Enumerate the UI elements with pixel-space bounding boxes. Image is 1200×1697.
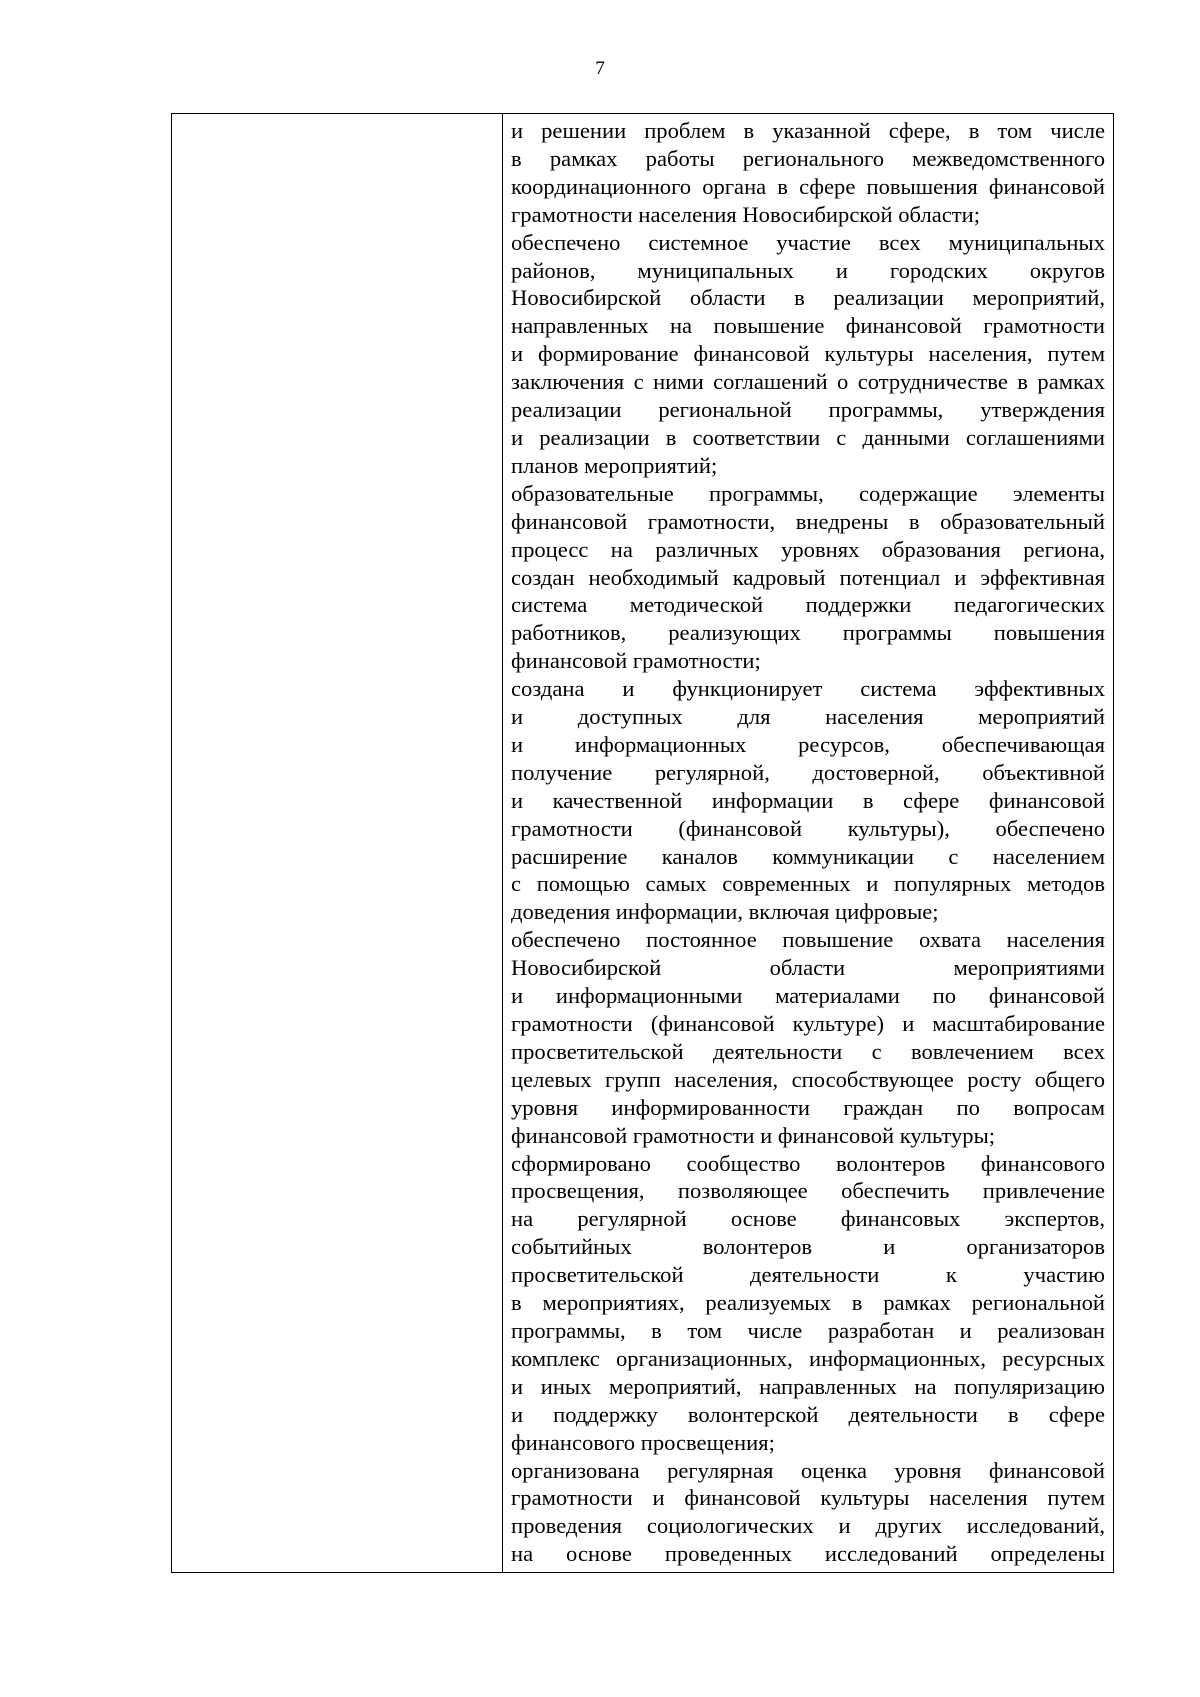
text-line: программы, в том числе разработан и реализован bbox=[511, 1317, 1105, 1343]
text-line: образовательные программы, содержащие элементы bbox=[511, 480, 1105, 506]
text-line: с помощью самых современных и популярных методов bbox=[511, 871, 1105, 897]
text-line: финансовой грамотности, внедрены в образовательный bbox=[511, 508, 1105, 534]
text-line: и реализации в соответствии с данными соглашениями bbox=[511, 424, 1105, 450]
text-line: и качественной информации в сфере финансовой bbox=[511, 787, 1105, 813]
text-line: расширение каналов коммуникации с населением bbox=[511, 843, 1105, 869]
text-line: сформировано сообщество волонтеров финансового bbox=[511, 1150, 1105, 1176]
text-line: и формирование финансовой культуры населения, путем bbox=[511, 341, 1105, 367]
text-line: процесс на различных уровнях образования региона, bbox=[511, 536, 1105, 562]
text-line: и иных мероприятий, направленных на популяризацию bbox=[511, 1373, 1105, 1399]
text-line: целевых групп населения, способствующее росту общего bbox=[511, 1066, 1105, 1092]
text-line: грамотности и финансовой культуры населения путем bbox=[511, 1485, 1105, 1511]
text-line: и доступных для населения мероприятий bbox=[511, 704, 1105, 730]
text-line: и поддержку волонтерской деятельности в сфере bbox=[511, 1401, 1105, 1427]
text-line: создана и функционирует система эффективных bbox=[511, 676, 1105, 702]
text-line: событийных волонтеров и организаторов bbox=[511, 1234, 1105, 1260]
table-left-cell bbox=[172, 114, 503, 1572]
text-line: заключения с ними соглашений о сотрудничестве в рамках bbox=[511, 369, 1105, 395]
text-line: финансового просвещения; bbox=[511, 1429, 775, 1455]
text-line: Новосибирской области в реализации мероприятий, bbox=[511, 285, 1105, 311]
text-line: организована регулярная оценка уровня финансовой bbox=[511, 1457, 1105, 1483]
text-line: и решении проблем в указанной сфере, в том числе bbox=[511, 118, 1105, 143]
text-line: финансовой грамотности и финансовой культуры; bbox=[511, 1122, 996, 1148]
text-line: просветительской деятельности с вовлечением всех bbox=[511, 1038, 1105, 1064]
text-line: планов мероприятий; bbox=[511, 452, 718, 478]
text-line: реализации региональной программы, утверждения bbox=[511, 397, 1105, 423]
document-table bbox=[171, 113, 1114, 1573]
text-line: создан необходимый кадровый потенциал и эффективная bbox=[511, 564, 1105, 590]
text-line: грамотности (финансовой культуры), обеспечено bbox=[511, 815, 1105, 841]
page-number: 7 bbox=[595, 58, 605, 79]
text-line: в мероприятиях, реализуемых в рамках региональной bbox=[511, 1290, 1105, 1316]
text-line: уровня информированности граждан по вопросам bbox=[511, 1094, 1105, 1120]
text-line: в рамках работы регионального межведомственного bbox=[511, 145, 1105, 171]
text-line: координационного органа в сфере повышения финансовой bbox=[511, 173, 1105, 199]
text-line: финансовой грамотности; bbox=[511, 648, 761, 674]
text-line: и информационными материалами по финансовой bbox=[511, 983, 1105, 1009]
text-line: районов, муниципальных и городских округов bbox=[511, 257, 1105, 283]
cell-text-body bbox=[511, 117, 1105, 1568]
text-line: комплекс организационных, информационных, ресурсных bbox=[511, 1345, 1105, 1371]
text-line: на регулярной основе финансовых экспертов, bbox=[511, 1206, 1105, 1232]
text-line: направленных на повышение финансовой грамотности bbox=[511, 313, 1105, 339]
text-line: получение регулярной, достоверной, объективной bbox=[511, 759, 1105, 785]
text-line: просветительской деятельности к участию bbox=[511, 1262, 1105, 1288]
text-line: проведения социологических и других исследований, bbox=[511, 1513, 1105, 1539]
text-line: обеспечено постоянное повышение охвата населения bbox=[511, 927, 1105, 953]
text-line: грамотности населения Новосибирской области; bbox=[511, 201, 981, 227]
text-line: доведения информации, включая цифровые; bbox=[511, 899, 939, 925]
text-line: система методической поддержки педагогических bbox=[511, 592, 1105, 618]
text-line: и информационных ресурсов, обеспечивающая bbox=[511, 731, 1105, 757]
text-line: работников, реализующих программы повышения bbox=[511, 620, 1105, 646]
text-line: на основе проведенных исследований определены bbox=[511, 1541, 1105, 1567]
table-right-cell bbox=[503, 114, 1113, 1572]
text-line: Новосибирской области мероприятиями bbox=[511, 955, 1105, 981]
text-line: обеспечено системное участие всех муниципальных bbox=[511, 229, 1105, 255]
text-line: грамотности (финансовой культуре) и масштабирование bbox=[511, 1011, 1105, 1036]
text-line: просвещения, позволяющее обеспечить привлечение bbox=[511, 1178, 1105, 1204]
